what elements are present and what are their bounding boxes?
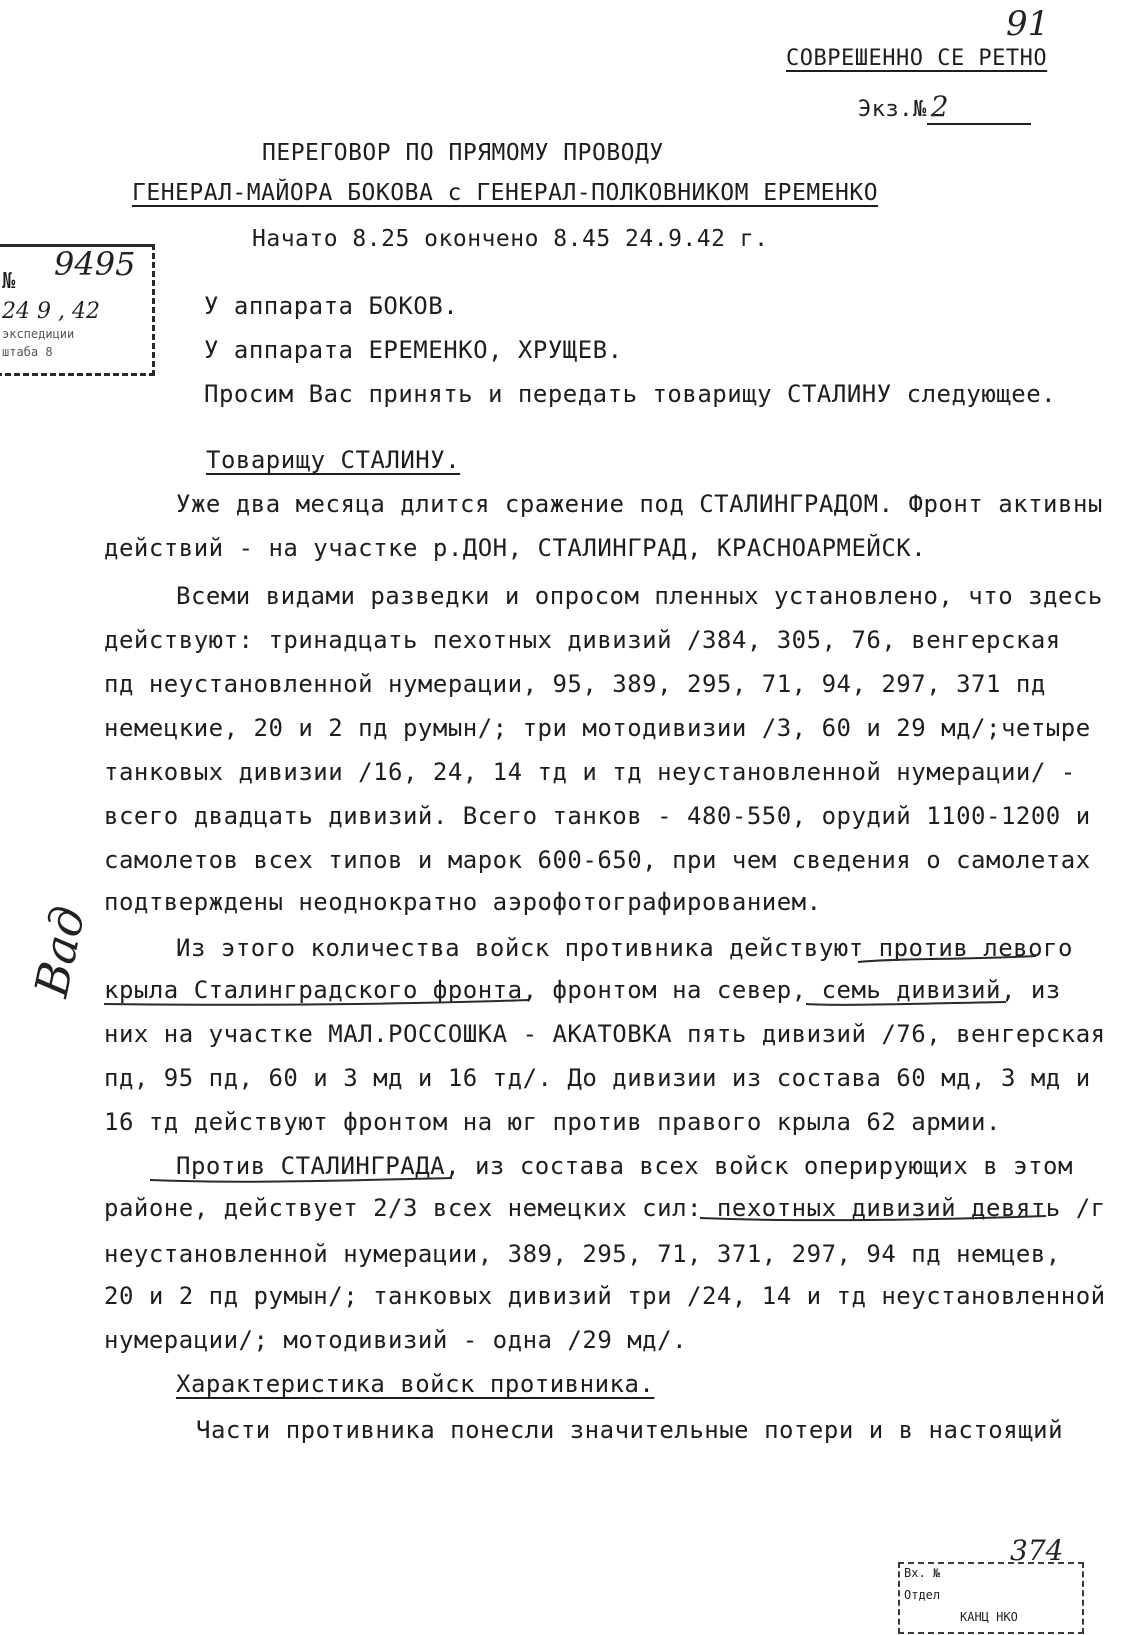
body-line: танковых дивизии /16, 24, 14 тд и тд неустановленной нумерации/ - <box>104 758 1076 786</box>
margin-note: Вад <box>24 901 96 1002</box>
body-line: немецкие, 20 и 2 пд румын/; три мотодивизии /3, 60 и 29 мд/;четыре <box>104 714 1091 742</box>
body-line: пд, 95 пд, 60 и 3 мд и 16 тд/. До дивизии из состава 60 мд, 3 мд и <box>104 1064 1091 1092</box>
body-line: Уже два месяца длится сражение под СТАЛИНГРАДОМ. Фронт активны <box>176 490 1103 518</box>
body-line: них на участке МАЛ.РОССОШКА - АКАТОВКА пять дивизий /76, венгерская <box>104 1020 1106 1048</box>
body-line: 16 тд действуют фронтом на юг против правого крыла 62 армии. <box>104 1108 1001 1136</box>
body-line: пд неустановленной нумерации, 95, 389, 295, 71, 94, 297, 371 пд <box>104 670 1046 698</box>
document-title: ПЕРЕГОВОР ПО ПРЯМОМУ ПРОВОДУ <box>262 140 664 166</box>
document-subtitle: ГЕНЕРАЛ-МАЙОРА БОКОВА с ГЕНЕРАЛ-ПОЛКОВНИКОМ ЕРЕМЕНКО <box>132 180 879 206</box>
body-line: 20 и 2 пд румын/; танковых дивизий три /24, 14 и тд неустановленной <box>104 1282 1106 1310</box>
pencil-underline <box>104 1000 528 1005</box>
stamp-line-number: № <box>2 269 16 294</box>
body-line: Против СТАЛИНГРАДА, из состава всех войск оперирующих в этом <box>176 1152 1073 1180</box>
body-line: всего двадцать дивизий. Всего танков - 480-550, орудий 1100-1200 и <box>104 802 1091 830</box>
pencil-underline <box>806 1002 1006 1005</box>
body-line: самолетов всех типов и марок 600-650, при чем сведения о самолетах <box>104 846 1091 874</box>
last-body-line: Части противника понесли значительные потери и в настоящий <box>196 1416 1064 1444</box>
pencil-underline <box>150 1178 452 1182</box>
classification-label: СОВРЕШЕННО СЕ РЕТНО <box>786 46 1048 71</box>
body-line: Всеми видами разведки и опросом пленных установлено, что здесь <box>176 582 1103 610</box>
incoming-stamp-hand: 374 <box>1010 1534 1064 1567</box>
incoming-stamp <box>898 1534 1084 1634</box>
salutation: Товарищу СТАЛИНУ. <box>206 446 461 474</box>
body-line: подтверждены неоднократно аэрофотографированием. <box>104 888 822 916</box>
stamp-line-staff: штаба 8 <box>2 345 53 359</box>
section-heading: Характеристика войск противника. <box>176 1370 655 1398</box>
body-line: нумерации/; мотодивизий - одна /29 мд/. <box>104 1326 688 1354</box>
body-line: действий - на участке р.ДОН, СТАЛИНГРАД, КРАСНОАРМЕЙСК. <box>104 534 927 562</box>
intro-line-1: У аппарата БОКОВ. <box>204 292 459 320</box>
stamp-line-dept: экспедиции <box>2 327 75 341</box>
pencil-underline <box>858 956 1036 962</box>
body-line: действуют: тринадцать пехотных дивизий /384, 305, 76, венгерская <box>104 626 1061 654</box>
copy-number: 2 <box>927 90 1031 125</box>
incoming-stamp-dept: Отдел <box>904 1588 941 1602</box>
body-line: Из этого количества войск противника действуют против левого <box>176 934 1073 962</box>
stamp-number-hand: 9495 <box>54 245 136 283</box>
stamp-line-date: 24 9 , 42 <box>2 299 100 324</box>
body-line: районе, действует 2/3 всех немецких сил: пехотных дивизий девять /г <box>104 1194 1106 1222</box>
incoming-stamp-no: Вх. № <box>904 1566 941 1580</box>
document-timestamp: Начато 8.25 окончено 8.45 24.9.42 г. <box>252 226 769 252</box>
pencil-underline <box>700 1216 1046 1220</box>
incoming-stamp-office: КАНЦ НКО <box>960 1610 1018 1624</box>
intro-line-3: Просим Вас принять и передать товарищу СТАЛИНУ следующее. <box>204 380 1057 408</box>
page-number: 91 <box>1006 4 1050 44</box>
body-line: неустановленной нумерации, 389, 295, 71, 371, 297, 94 пд немцев, <box>104 1240 1061 1268</box>
body-line: крыла Сталинградского фронта, фронтом на север, семь дивизий, из <box>104 976 1061 1004</box>
copy-label-text: Экз.№ <box>858 97 927 122</box>
intro-line-2: У аппарата ЕРЕМЕНКО, ХРУЩЕВ. <box>204 336 623 364</box>
